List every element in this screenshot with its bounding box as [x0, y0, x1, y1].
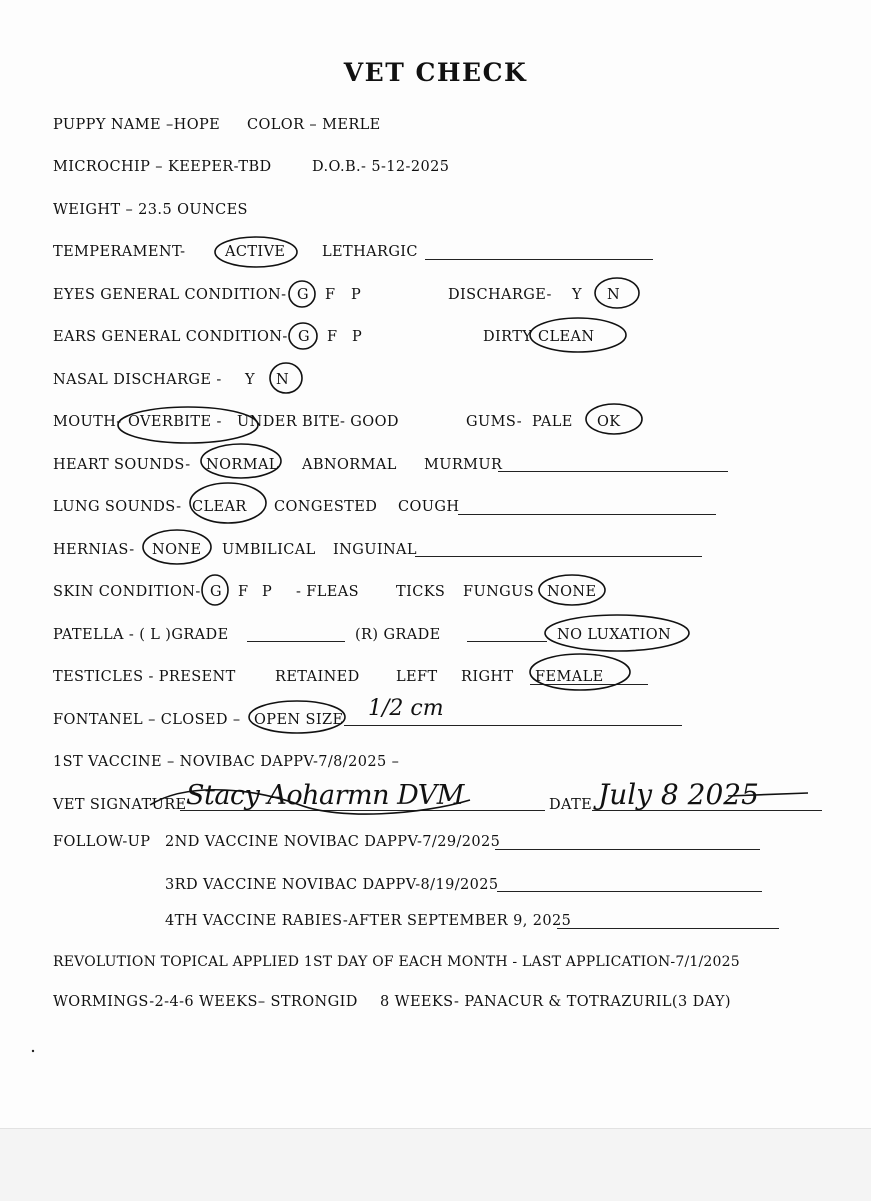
second-vaccine: 2ND VACCINE NOVIBAC DAPPV-7/29/2025 — [165, 834, 501, 850]
revolution-topical: REVOLUTION TOPICAL APPLIED 1ST DAY OF EACH MONTH - LAST APPLICATION-7/1/2025 — [53, 954, 740, 970]
eyes-discharge-y: Y — [572, 287, 582, 303]
testicles-retained: RETAINED — [275, 669, 360, 685]
fontanel-size-handwritten: 1/2 cm — [368, 696, 444, 721]
vet-signature-label: VET SIGNATURE — [53, 797, 187, 813]
lung-cough: COUGH — [398, 499, 460, 515]
hernias-label: HERNIAS- — [53, 542, 135, 558]
patella-right-label: (R) GRADE — [355, 627, 441, 643]
puppy-color: COLOR – MERLE — [247, 117, 381, 133]
ears-clean: CLEAN — [538, 329, 595, 345]
heart-label: HEART SOUNDS- — [53, 457, 191, 473]
fontanel-open-size: OPEN SIZE — [254, 712, 344, 728]
second-vaccine-line — [495, 849, 760, 850]
lung-label: LUNG SOUNDS- — [53, 499, 182, 515]
wormings-strongid: WORMINGS-2-4-6 WEEKS– STRONGID — [53, 994, 358, 1010]
skin-f: F — [238, 584, 249, 600]
ears-f: F — [327, 329, 338, 345]
mouth-underbite: UNDER BITE — [237, 414, 341, 430]
form-title: VET CHECK — [343, 58, 528, 87]
date-handwritten: July 8 2025 — [598, 778, 759, 811]
lung-clear: CLEAR — [192, 499, 247, 515]
eyes-f: F — [325, 287, 336, 303]
skin-label: SKIN CONDITION- — [53, 584, 201, 600]
nasal-n: N — [276, 372, 290, 388]
skin-fungus: FUNGUS — [463, 584, 535, 600]
hernias-none: NONE — [152, 542, 202, 558]
heart-abnormal: ABNORMAL — [302, 457, 397, 473]
temperament-active: ACTIVE — [225, 244, 286, 260]
mouth-overbite: OVERBITE - — [128, 414, 222, 430]
temperament-blank-line — [425, 259, 653, 260]
weight: WEIGHT – 23.5 OUNCES — [53, 202, 248, 218]
gums-pale: PALE — [532, 414, 573, 430]
skin-g: G — [210, 584, 222, 600]
skin-p: P — [262, 584, 273, 600]
temperament-label: TEMPERAMENT- — [53, 244, 186, 260]
first-vaccine: 1ST VACCINE – NOVIBAC DAPPV-7/8/2025 – — [53, 754, 400, 770]
scan-speck — [32, 1050, 34, 1052]
nasal-y: Y — [245, 372, 255, 388]
mouth-good: - GOOD — [340, 414, 399, 430]
ears-g: G — [298, 329, 310, 345]
eyes-g: G — [297, 287, 309, 303]
eyes-discharge-n: N — [607, 287, 621, 303]
heart-blank-line — [498, 471, 728, 472]
hernias-inguinal: INGUINAL — [333, 542, 417, 558]
testicles-right: RIGHT — [461, 669, 514, 685]
date-of-birth: D.O.B.- 5-12-2025 — [312, 159, 450, 175]
nasal-label: NASAL DISCHARGE - — [53, 372, 222, 388]
skin-none: NONE — [547, 584, 597, 600]
third-vaccine-line — [497, 891, 762, 892]
testicles-left: LEFT — [396, 669, 438, 685]
skin-ticks: TICKS — [396, 584, 446, 600]
heart-murmur: MURMUR — [424, 457, 503, 473]
third-vaccine: 3RD VACCINE NOVIBAC DAPPV-8/19/2025 — [165, 877, 499, 893]
testicles-blank-line — [530, 684, 648, 685]
scan-bottom-margin — [0, 1128, 871, 1201]
ears-dirty: DIRTY — [483, 329, 533, 345]
microchip: MICROCHIP – KEEPER-TBD — [53, 159, 272, 175]
fontanel-label: FONTANEL – CLOSED – — [53, 712, 241, 728]
lung-blank-line — [458, 514, 716, 515]
fourth-vaccine-line — [557, 928, 779, 929]
follow-up-label: FOLLOW-UP — [53, 834, 151, 850]
testicles-label: TESTICLES - PRESENT — [53, 669, 236, 685]
gums-label: GUMS- — [466, 414, 523, 430]
ears-p: P — [352, 329, 363, 345]
fourth-vaccine: 4TH VACCINE RABIES-AFTER SEPTEMBER 9, 2025 — [165, 913, 572, 929]
lung-congested: CONGESTED — [274, 499, 378, 515]
patella-no-luxation: NO LUXATION — [557, 627, 672, 643]
mouth-label: MOUTH- — [53, 414, 122, 430]
ears-label: EARS GENERAL CONDITION- — [53, 329, 288, 345]
temperament-lethargic: LETHARGIC — [322, 244, 418, 260]
heart-normal: NORMAL — [206, 457, 279, 473]
fontanel-blank-line — [344, 725, 682, 726]
skin-fleas: - FLEAS — [296, 584, 359, 600]
date-label: DATE — [549, 797, 593, 813]
eyes-p: P — [351, 287, 362, 303]
vet-signature-handwritten: Stacy Aoharmn DVM — [186, 780, 464, 811]
hernias-umbilical: UMBILICAL — [222, 542, 316, 558]
puppy-name: PUPPY NAME –HOPE — [53, 117, 221, 133]
wormings-panacur: 8 WEEKS- PANACUR & TOTRAZURIL(3 DAY) — [380, 994, 731, 1010]
eyes-label: EYES GENERAL CONDITION- — [53, 287, 287, 303]
hernias-blank-line — [415, 556, 702, 557]
gums-ok: OK — [597, 414, 621, 430]
patella-left-line — [247, 641, 345, 642]
patella-right-line — [467, 641, 547, 642]
eyes-discharge-label: DISCHARGE- — [448, 287, 552, 303]
testicles-female: FEMALE — [535, 669, 604, 685]
patella-left-label: PATELLA - ( L )GRADE — [53, 627, 229, 643]
